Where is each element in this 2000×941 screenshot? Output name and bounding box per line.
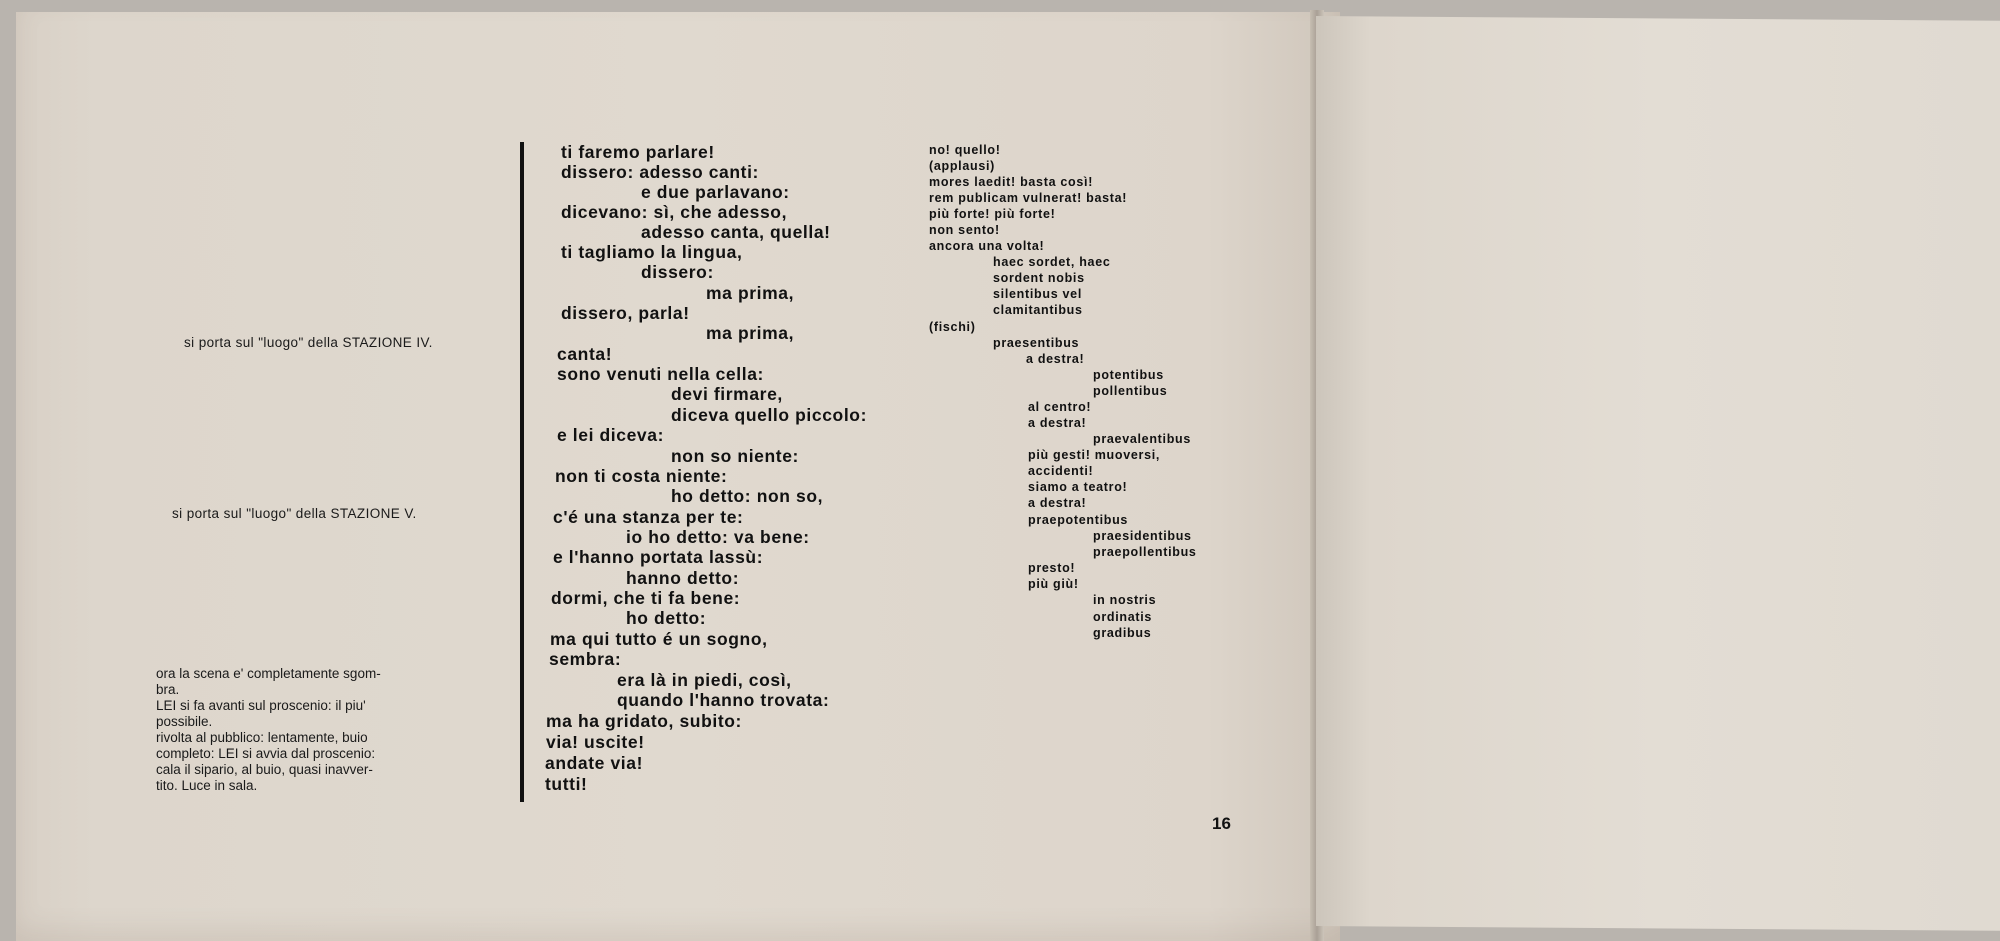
poem-line: dissero, parla! [561, 303, 690, 323]
chorus-line: ancora una volta! [929, 239, 1045, 253]
poem-line: canta! [557, 344, 613, 364]
chorus-line: mores laedit! basta così! [929, 175, 1094, 189]
chorus-line: più gesti! muoversi, [1028, 448, 1161, 462]
page-number: 16 [1212, 814, 1231, 833]
stage-note-stazione-v: si porta sul "luogo" della STAZIONE V. [172, 506, 417, 521]
chorus-line: (fischi) [929, 320, 976, 334]
chorus-line: ordinatis [1093, 610, 1153, 624]
chorus-line: accidenti! [1028, 464, 1094, 478]
chorus-line: non sento! [929, 223, 1000, 237]
final-note-line: bra. [156, 682, 180, 697]
poem-line: sono venuti nella cella: [557, 364, 764, 384]
poem-line: ti faremo parlare! [561, 142, 715, 162]
poem-line: hanno detto: [626, 568, 740, 588]
poem-line: dormi, che ti fa bene: [551, 588, 741, 608]
poem-line: adesso canta, quella! [641, 222, 831, 242]
chorus-line: praepollentibus [1093, 545, 1197, 559]
poem-line: e lei diceva: [557, 425, 665, 445]
chorus-line: in nostris [1093, 593, 1157, 607]
poem-line: via! uscite! [546, 732, 645, 752]
poem-line: devi firmare, [671, 384, 783, 404]
poem-line: sembra: [549, 649, 622, 669]
chorus-line: più forte! più forte! [929, 207, 1056, 221]
final-note-line: rivolta al pubblico: lentamente, buio [156, 730, 368, 745]
poem-line: era là in piedi, così, [617, 670, 792, 690]
poem-line: ma prima, [706, 323, 795, 343]
poem-line: ti tagliamo la lingua, [561, 242, 743, 262]
chorus-line: clamitantibus [993, 303, 1083, 317]
poem-line: dicevano: sì, che adesso, [561, 202, 788, 222]
poem-line: e due parlavano: [641, 182, 790, 202]
final-note-line: possibile. [156, 714, 213, 729]
chorus-line: praesidentibus [1093, 529, 1192, 543]
chorus-line: praevalentibus [1093, 432, 1192, 446]
chorus-line: a destra! [1028, 416, 1087, 430]
final-note-line: tito. Luce in sala. [156, 778, 258, 793]
chorus-line: no! quello! [929, 143, 1001, 157]
chorus-line: praesentibus [993, 336, 1080, 350]
final-note-line: ora la scena e' completamente sgom- [156, 666, 381, 681]
poem-line: non so niente: [671, 446, 799, 466]
chorus-line: sordent nobis [993, 271, 1085, 285]
chorus-line: a destra! [1026, 352, 1085, 366]
chorus-line: silentibus vel [993, 287, 1082, 301]
poem-line: c'é una stanza per te: [553, 507, 744, 527]
chorus-line: gradibus [1093, 626, 1152, 640]
poem-line: dissero: [641, 262, 714, 282]
stage-note-stazione-iv: si porta sul "luogo" della STAZIONE IV. [184, 335, 433, 350]
chorus-line: potentibus [1093, 368, 1164, 382]
final-stage-direction [156, 666, 490, 794]
poem-line: io ho detto: va bene: [626, 527, 810, 547]
final-note-line: completo: LEI si avvia dal proscenio: [156, 746, 376, 761]
final-note-line: cala il sipario, al buio, quasi inavver- [156, 762, 373, 777]
chorus-line: haec sordet, haec [993, 255, 1111, 269]
chorus-line: al centro! [1028, 400, 1092, 414]
poem-line: ma ha gridato, subito: [546, 711, 742, 731]
final-note-line: LEI si fa avanti sul proscenio: il piu' [156, 698, 366, 713]
poem-line: ma qui tutto é un sogno, [550, 629, 768, 649]
poem-line: andate via! [545, 753, 644, 773]
vertical-rule [520, 142, 524, 802]
poem-line: tutti! [545, 774, 588, 794]
poem-line: e l'hanno portata lassù: [553, 547, 764, 567]
chorus-line: rem publicam vulnerat! basta! [929, 191, 1128, 205]
chorus-line: pollentibus [1093, 384, 1168, 398]
poem-line: ho detto: non so, [671, 486, 824, 506]
right-page-blank [1316, 16, 2000, 931]
chorus-line: più giù! [1028, 577, 1079, 591]
poem-line: ho detto: [626, 608, 707, 628]
chorus-line: siamo a teatro! [1028, 480, 1128, 494]
poem-line: quando l'hanno trovata: [617, 690, 830, 710]
poem-line: dissero: adesso canti: [561, 162, 759, 182]
poem-line: diceva quello piccolo: [671, 405, 868, 425]
chorus-line: praepotentibus [1028, 513, 1129, 527]
chorus-line: (applausi) [929, 159, 996, 173]
chorus-line: a destra! [1028, 496, 1087, 510]
poem-line: ma prima, [706, 283, 795, 303]
poem-line: non ti costa niente: [555, 466, 728, 486]
chorus-line: presto! [1028, 561, 1076, 575]
